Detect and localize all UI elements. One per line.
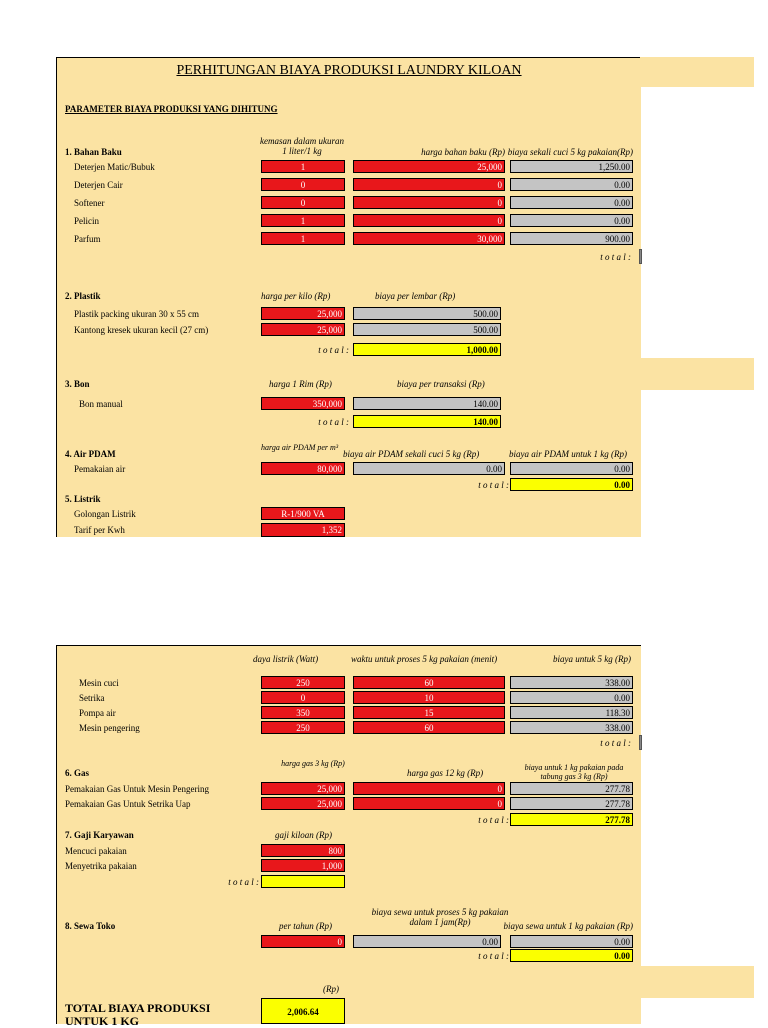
- gas-harga3-1[interactable]: 25,000: [261, 797, 345, 810]
- bahan-total-label: t o t a l :: [600, 252, 631, 262]
- sewa-col-biaya5: biaya sewa untuk proses 5 kg pakaian dalam 1 jam(Rp): [371, 907, 509, 927]
- gas-harga12-0[interactable]: 0: [353, 782, 505, 795]
- bahan-biaya-2: 0.00: [510, 196, 633, 209]
- mesin-waktu-0[interactable]: 60: [353, 676, 505, 689]
- bahan-kemasan-3[interactable]: 1: [261, 214, 345, 227]
- bahan-kemasan-2[interactable]: 0: [261, 196, 345, 209]
- listrik-label-0: Golongan Listrik: [74, 509, 136, 519]
- sewa-harga[interactable]: 0: [261, 935, 345, 948]
- gaji-label-0: Mencuci pakaian: [65, 846, 127, 856]
- gas-biaya-0: 277.78: [510, 782, 633, 795]
- sewa-heading: 8. Sewa Toko: [65, 921, 116, 931]
- bahan-kemasan-4[interactable]: 1: [261, 232, 345, 245]
- gaji-value-1[interactable]: 1,000: [261, 859, 345, 872]
- gas-harga3-0[interactable]: 25,000: [261, 782, 345, 795]
- total-value: 2,006.64: [261, 998, 345, 1024]
- plastik-biaya-0: 500.00: [353, 307, 501, 320]
- mesin-daya-0[interactable]: 250: [261, 676, 345, 689]
- listrik-col-biaya: biaya untuk 5 kg (Rp): [553, 654, 631, 664]
- bon-col-biaya: biaya per transaksi (Rp): [397, 379, 485, 389]
- bon-total-label: t o t a l :: [318, 417, 349, 427]
- bahan-biaya-0: 1,250.00: [510, 160, 633, 173]
- air-biaya5: 0.00: [353, 462, 505, 475]
- bahan-kemasan-0[interactable]: 1: [261, 160, 345, 173]
- air-heading: 4. Air PDAM: [65, 449, 116, 459]
- bahan-label-1: Deterjen Cair: [74, 180, 123, 190]
- gaji-label-1: Menyetrika pakaian: [65, 861, 137, 871]
- listrik-label-1: Tarif per Kwh: [74, 525, 125, 535]
- gas-heading: 6. Gas: [65, 768, 90, 778]
- plastik-total-label: t o t a l :: [318, 345, 349, 355]
- mesin-biaya-3: 338.00: [510, 721, 633, 734]
- sheet-page-1: [56, 57, 641, 537]
- mesin-biaya-0: 338.00: [510, 676, 633, 689]
- overflow-marker: [639, 249, 642, 264]
- margin-band-4: [640, 1000, 754, 1024]
- bahan-biaya-1: 0.00: [510, 178, 633, 191]
- listrik-col-waktu: waktu untuk proses 5 kg pakaian (menit): [351, 654, 498, 664]
- sheet-title: PERHITUNGAN BIAYA PRODUKSI LAUNDRY KILOAN: [176, 63, 522, 78]
- air-col-harga: harga air PDAM per m³: [261, 443, 339, 452]
- bon-total: 140.00: [353, 415, 501, 428]
- mesin-waktu-2[interactable]: 15: [353, 706, 505, 719]
- bahan-harga-1[interactable]: 0: [353, 178, 505, 191]
- mesin-label-1: Setrika: [79, 693, 105, 703]
- bahan-label-2: Softener: [74, 198, 105, 208]
- air-label: Pemakaian air: [74, 464, 126, 474]
- mesin-daya-1[interactable]: 0: [261, 691, 345, 704]
- total-unit: (Rp): [323, 984, 339, 994]
- mesin-waktu-1[interactable]: 10: [353, 691, 505, 704]
- gas-total-label: t o t a l :: [478, 815, 509, 825]
- margin-band-2: [640, 358, 754, 390]
- plastik-harga-0[interactable]: 25,000: [261, 307, 345, 320]
- gaji-total: [261, 875, 345, 888]
- air-col-biaya1: biaya air PDAM untuk 1 kg (Rp): [509, 449, 627, 459]
- bahan-label-4: Parfum: [74, 234, 101, 244]
- bahan-label-3: Pelicin: [74, 216, 99, 226]
- mesin-label-3: Mesin pengering: [79, 723, 140, 733]
- plastik-col-biaya: biaya per lembar (Rp): [375, 291, 456, 301]
- plastik-heading: 2. Plastik: [65, 291, 101, 301]
- bon-harga[interactable]: 350,000: [261, 397, 345, 410]
- bon-col-harga: harga 1 Rim (Rp): [269, 379, 332, 389]
- gas-col-harga3: harga gas 3 kg (Rp): [281, 759, 345, 768]
- listrik-golongan[interactable]: R-1/900 VA: [261, 507, 345, 520]
- listrik-tarif[interactable]: 1,352: [261, 523, 345, 537]
- plastik-biaya-1: 500.00: [353, 323, 501, 336]
- listrik-heading: 5. Listrik: [65, 494, 101, 504]
- bahan-col-harga: harga bahan baku (Rp): [421, 147, 505, 157]
- mesin-daya-2[interactable]: 350: [261, 706, 345, 719]
- sewa-total-label: t o t a l :: [478, 951, 509, 961]
- mesin-daya-3[interactable]: 250: [261, 721, 345, 734]
- gas-label-1: Pemakaian Gas Untuk Setrika Uap: [65, 799, 191, 809]
- bahan-harga-0[interactable]: 25,000: [353, 160, 505, 173]
- plastik-col-harga: harga per kilo (Rp): [261, 291, 331, 301]
- overflow-marker-2: [639, 735, 642, 750]
- mesin-waktu-3[interactable]: 60: [353, 721, 505, 734]
- sewa-col-harga: per tahun (Rp): [279, 921, 332, 931]
- bon-heading: 3. Bon: [65, 379, 90, 389]
- air-harga[interactable]: 80,000: [261, 462, 345, 475]
- sewa-total: 0.00: [510, 949, 633, 962]
- bahan-harga-3[interactable]: 0: [353, 214, 505, 227]
- sheet-page-2: [56, 645, 641, 1028]
- total-label-line2: UNTUK 1 KG: [65, 1014, 140, 1028]
- air-col-biaya5: biaya air PDAM sekali cuci 5 kg (Rp): [343, 449, 480, 459]
- gas-col-biaya: biaya untuk 1 kg pakaian pada tabung gas 3 kg (Rp): [524, 763, 624, 781]
- gaji-value-0[interactable]: 800: [261, 844, 345, 857]
- bon-label: Bon manual: [79, 399, 123, 409]
- mesin-label-2: Pompa air: [79, 708, 116, 718]
- mesin-biaya-2: 118.30: [510, 706, 633, 719]
- listrik-col-daya: daya listrik (Watt): [253, 654, 319, 664]
- bon-biaya: 140.00: [353, 397, 501, 410]
- plastik-harga-1[interactable]: 25,000: [261, 323, 345, 336]
- air-biaya1: 0.00: [510, 462, 633, 475]
- section-subtitle: PARAMETER BIAYA PRODUKSI YANG DIHITUNG: [65, 104, 278, 114]
- plastik-label-0: Plastik packing ukuran 30 x 55 cm: [74, 309, 199, 319]
- plastik-label-1: Kantong kresek ukuran kecil (27 cm): [74, 325, 209, 335]
- gaji-col: gaji kiloan (Rp): [275, 830, 332, 840]
- listrik-total-label: t o t a l :: [600, 738, 631, 748]
- gas-label-0: Pemakaian Gas Untuk Mesin Pengering: [65, 784, 209, 794]
- margin-band-3: [640, 966, 754, 998]
- bahan-kemasan-1[interactable]: 0: [261, 178, 345, 191]
- top-border-2: [57, 645, 641, 646]
- bahan-col-kemasan: kemasan dalam ukuran 1 liter/1 kg: [260, 136, 344, 156]
- plastik-total: 1,000.00: [353, 343, 501, 356]
- gas-harga12-1[interactable]: 0: [353, 797, 505, 810]
- gas-biaya-1: 277.78: [510, 797, 633, 810]
- bahan-label-0: Deterjen Matic/Bubuk: [74, 162, 155, 172]
- air-total-label: t o t a l :: [478, 480, 509, 490]
- gas-total: 277.78: [510, 813, 633, 826]
- bahan-heading: 1. Bahan Baku: [65, 147, 122, 157]
- gaji-heading: 7. Gaji Karyawan: [65, 830, 134, 840]
- bahan-biaya-3: 0.00: [510, 214, 633, 227]
- mesin-label-0: Mesin cuci: [79, 678, 119, 688]
- bahan-harga-2[interactable]: 0: [353, 196, 505, 209]
- sewa-col-biaya1: biaya sewa untuk 1 kg pakaian (Rp): [503, 921, 633, 931]
- gaji-total-label: t o t a l :: [228, 877, 259, 887]
- mesin-biaya-1: 0.00: [510, 691, 633, 704]
- bahan-biaya-4: 900.00: [510, 232, 633, 245]
- gas-col-harga12: harga gas 12 kg (Rp): [407, 768, 484, 778]
- bahan-harga-4[interactable]: 30,000: [353, 232, 505, 245]
- top-border: [57, 57, 641, 58]
- air-total: 0.00: [510, 478, 633, 491]
- sewa-biaya5: 0.00: [353, 935, 501, 948]
- sewa-biaya1: 0.00: [510, 935, 633, 948]
- bahan-col-biaya: biaya sekali cuci 5 kg pakaian(Rp): [507, 147, 633, 157]
- total-label-line1: TOTAL BIAYA PRODUKSI: [65, 1001, 211, 1015]
- margin-band-1: [640, 57, 754, 87]
